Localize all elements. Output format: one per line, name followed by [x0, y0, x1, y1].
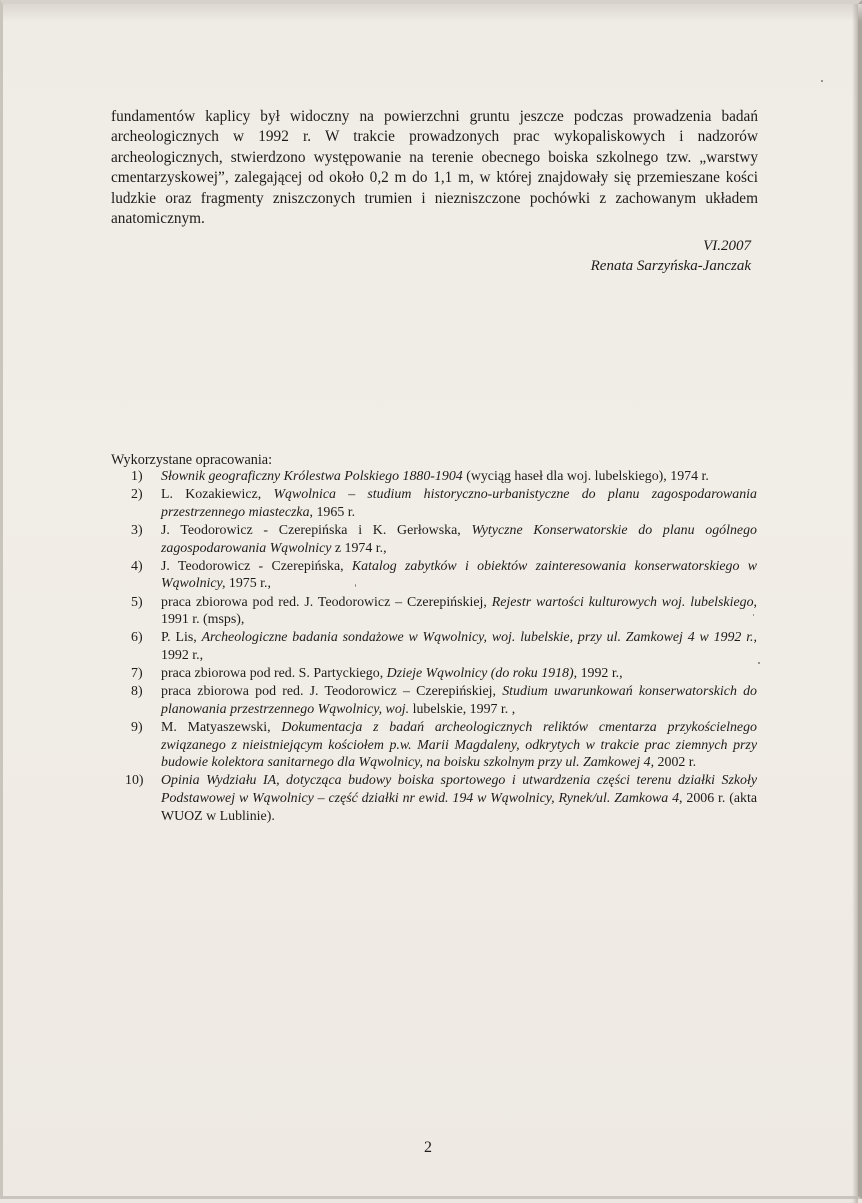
source-text: [161, 595, 757, 628]
source-text: [161, 773, 757, 823]
source-title: Wytyczne Konserwatorskie do planu ogólnego zagospodarowania Wąwolnicy: [161, 522, 757, 556]
source-plain: lubelskie, 1997 r. ,: [409, 701, 516, 717]
source-text: [161, 720, 757, 770]
source-item: [111, 558, 757, 593]
source-item: [111, 594, 757, 629]
source-number: 4): [131, 558, 143, 574]
source-text: [161, 487, 757, 520]
scan-right-edge: [852, 4, 858, 1203]
source-title: Opinia Wydziału IA, dotycząca budowy boiska sportowego i utwardzenia części terenu działki Szkoły Podstawowej w Wąwolnicy – część działki nr ewid. 194 w Wąwolnicy, Rynek/ul. Zamkowa 4: [161, 773, 757, 807]
source-item: [111, 468, 757, 486]
source-number: 5): [131, 594, 143, 610]
source-title: Wąwolnica – studium historyczno-urbanistyczne do planu zagospodarowania przestrzennego miasteczka: [161, 487, 757, 520]
source-number: 3): [131, 522, 143, 538]
source-number: 7): [131, 666, 143, 682]
source-plain: praca zbiorowa pod red. J. Teodorowicz – Czerepińskiej,: [161, 684, 503, 700]
source-plain: , 2006 r. (akta WUOZ w Lublinie).: [161, 791, 758, 824]
source-title: Archeologiczne badania sondażowe w Wąwolnicy, woj. lubelskie, przy ul. Zamkowej 4 w 1992 r.,: [201, 630, 757, 646]
source-plain: 1975 r.,: [225, 576, 271, 592]
source-item: [111, 629, 757, 664]
source-number: 2): [131, 487, 143, 503]
source-text: [161, 630, 757, 663]
sources-heading: Wykorzystane opracowania:: [111, 452, 273, 468]
source-text: [161, 684, 757, 717]
source-title: Katalog zabytków i obiektów zainteresowania konserwatorskiego w Wąwolnicy,: [161, 558, 757, 592]
scan-top-shadow: [3, 4, 862, 22]
scan-speck: [355, 584, 356, 587]
source-title: Dzieje Wąwolnicy (do roku 1918): [386, 666, 574, 682]
source-item: [111, 719, 757, 772]
source-plain: L. Kozakiewicz,: [161, 487, 274, 503]
source-plain: 1992 r.,: [161, 647, 204, 663]
scan-speck: [758, 662, 760, 664]
source-number: 1): [131, 469, 143, 484]
source-text: [161, 469, 709, 484]
source-plain: , 1991 r. (msps),: [161, 594, 757, 628]
body-paragraph: fundamentów kaplicy był widoczny na powierzchni gruntu jeszcze podczas prowadzenia badań archeologicznych w 1992 r. W trakcie prowadzonych prac wykopaliskowych i nadzorów archeologicznych, stwierdzono występowanie na terenie obecnego boiska szkolnego tzw. „warstwy cmentarzyskowej”, zalegającej od około 0,2 m do 1,1 m, w której znajdowały się przemieszane kości ludzkie oraz fragmenty zniszczonych trumien i niezniszczone pochówki z zachowanym układem anatomicznym.: [111, 108, 758, 228]
source-number: 9): [131, 720, 143, 736]
source-title: Rejestr wartości kulturowych woj. lubelskiego: [491, 594, 754, 610]
source-title: Studium uwarunkowań konserwatorskich do planowania przestrzennego Wąwolnicy, woj.: [161, 684, 757, 717]
source-plain: praca zbiorowa pod red. S. Partyckiego,: [161, 666, 387, 682]
source-plain: M. Matyaszewski,: [161, 720, 282, 736]
source-number: 10): [125, 773, 144, 789]
source-number: 8): [131, 684, 143, 700]
source-item: [111, 772, 757, 825]
source-plain: , 1992 r.,: [573, 666, 623, 682]
signature-block: [591, 236, 751, 276]
source-text: [161, 523, 757, 556]
signature-author: Renata Sarzyńska-Janczak: [590, 258, 751, 274]
scan-speck: [821, 80, 823, 82]
source-plain: J. Teodorowicz - Czerepińska i K. Gerłowska,: [161, 522, 472, 538]
source-plain: J. Teodorowicz - Czerepińska,: [161, 558, 352, 574]
signature-date: VI.2007: [703, 238, 751, 254]
source-plain: (wyciąg haseł dla woj. lubelskiego), 1974 r.: [462, 469, 709, 484]
source-plain: , 1965 r.: [309, 504, 356, 520]
source-text: [161, 666, 623, 681]
scan-speck: [753, 614, 754, 616]
source-title: Dokumentacja z badań archeologicznych reliktów cmentarza przykościelnego związanego z nieistniejącym kościołem p.w. Marii Magdaleny, odkrytych w trakcie prac ziemnych przy budowie kolektora sanitarnego dla Wąwolnicy, na boisku szkolnym przy ul. Zamkowej 4: [161, 720, 757, 771]
source-item: [111, 665, 757, 683]
source-number: 6): [131, 630, 143, 646]
source-item: [111, 486, 757, 521]
page-number: 2: [424, 1139, 432, 1156]
source-plain: , 2002 r.: [650, 755, 697, 771]
source-plain: z 1974 r.,: [331, 540, 387, 556]
sources-list: [111, 468, 757, 826]
source-plain: praca zbiorowa pod red. J. Teodorowicz – Czerepińskiej,: [161, 594, 492, 610]
source-item: [111, 522, 757, 557]
source-item: [111, 683, 757, 718]
source-title: Słownik geograficzny Królestwa Polskiego 1880-1904: [161, 469, 463, 484]
source-plain: P. Lis,: [161, 630, 202, 646]
source-text: [161, 559, 757, 592]
